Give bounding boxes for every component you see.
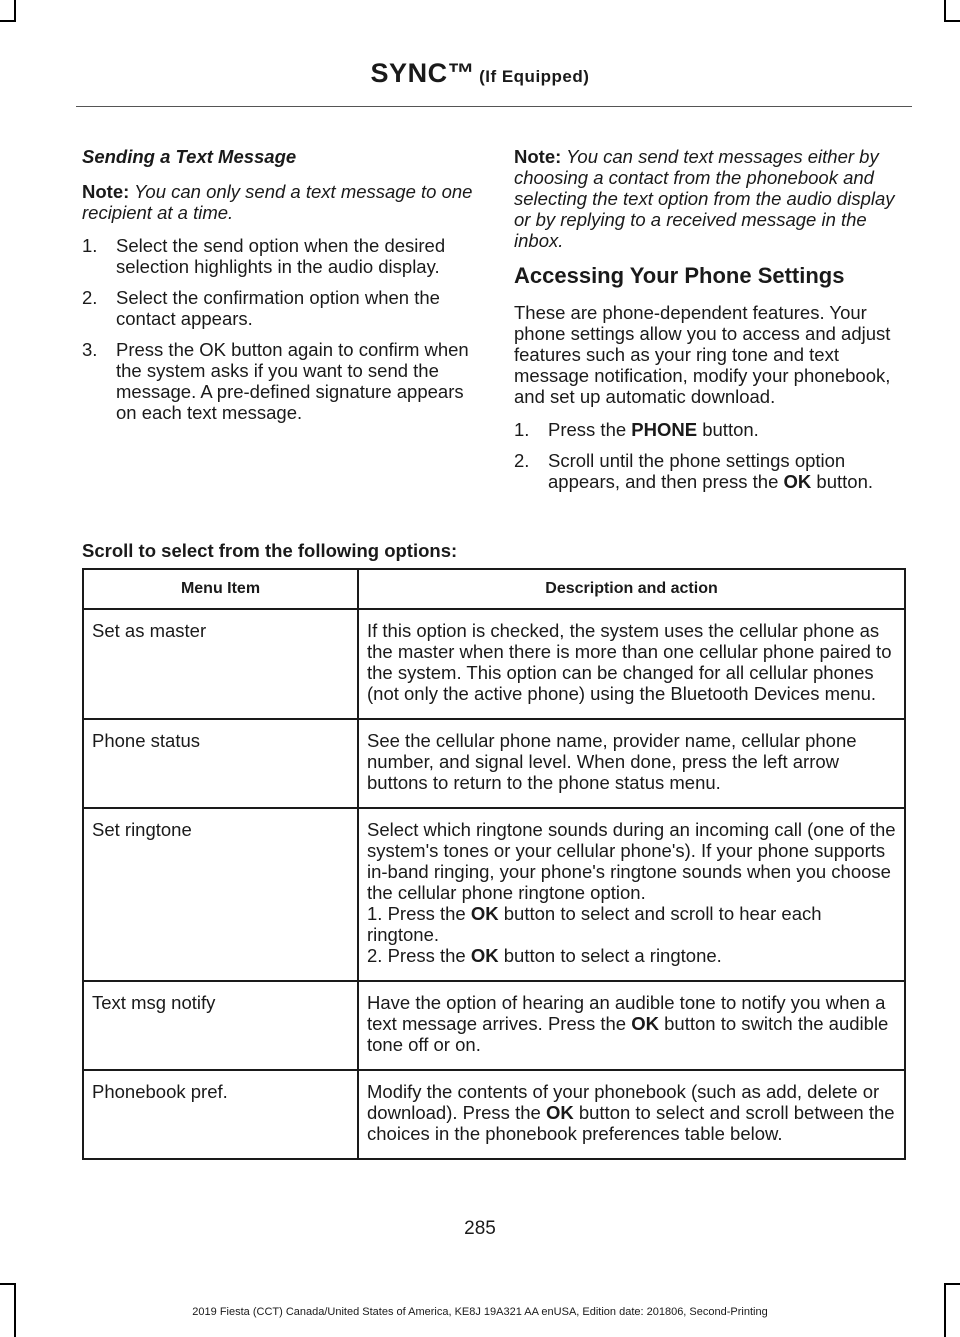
note-label: Note: bbox=[514, 146, 562, 167]
options-table bbox=[82, 568, 906, 1160]
description-cell: Have the option of hearing an audible tone to notify you when a text message arrives. Press the OK button to switch the audible tone off or on. bbox=[358, 981, 905, 1070]
table-row bbox=[83, 609, 905, 719]
list-item bbox=[82, 235, 480, 277]
note bbox=[82, 181, 480, 223]
crop-mark bbox=[944, 20, 960, 22]
header-title: SYNC™ bbox=[370, 58, 476, 88]
table-row bbox=[83, 981, 905, 1070]
paragraph: These are phone-dependent features. Your phone settings allow you to access and adjust features such as your ring tone and text message notification, modify your phonebook, and set up automatic download. bbox=[514, 302, 891, 407]
list-item bbox=[82, 339, 480, 423]
page-header bbox=[0, 58, 960, 89]
step-text: Press the PHONE button. bbox=[548, 419, 759, 440]
header-divider bbox=[76, 106, 912, 107]
table-row bbox=[83, 719, 905, 808]
menu-item-cell: Set ringtone bbox=[83, 808, 358, 981]
list-item bbox=[514, 450, 910, 492]
crop-mark bbox=[944, 0, 946, 20]
crop-mark bbox=[14, 0, 16, 20]
step-number: 2. bbox=[514, 450, 530, 471]
menu-item-cell: Text msg notify bbox=[83, 981, 358, 1070]
page-footer: 2019 Fiesta (CCT) Canada/United States of America, KE8J 19A321 AA enUSA, Edition date: 201806, Second-Printing bbox=[192, 1306, 768, 1318]
step-number: 1. bbox=[514, 419, 530, 440]
step-number: 3. bbox=[82, 339, 98, 360]
description-cell: If this option is checked, the system uses the cellular phone as the master when there is more than one cellular phone paired to the system. This option can be changed for all cellular phones (not only the active phone) using the Bluetooth Devices menu. bbox=[358, 609, 905, 719]
page-number: 285 bbox=[464, 1218, 496, 1239]
left-column bbox=[82, 146, 480, 433]
description-cell: See the cellular phone name, provider name, cellular phone number, and signal level. When done, press the left arrow buttons to return to the phone status menu. bbox=[358, 719, 905, 808]
steps-list bbox=[514, 419, 910, 492]
description-cell: Select which ringtone sounds during an incoming call (one of the system's tones or your cellular phone's). If your phone supports in-band ringing, your phone's ringtone sounds when you choose the cellular phone ringtone option. 1. Press the OK button to select and scroll to hear each ringtone. 2. Press the OK button to select a ringtone. bbox=[358, 808, 905, 981]
steps-list bbox=[82, 235, 480, 423]
note-text: You can send text messages either by choosing a contact from the phonebook and selecting the text option from the audio display or by replying to a received message in the inbox. bbox=[514, 146, 895, 251]
table-row bbox=[83, 808, 905, 981]
list-item bbox=[82, 287, 480, 329]
note bbox=[514, 146, 910, 251]
crop-mark bbox=[944, 1283, 960, 1285]
note-text: You can only send a text message to one recipient at a time. bbox=[82, 181, 473, 223]
crop-mark bbox=[0, 20, 16, 22]
menu-item-cell: Set as master bbox=[83, 609, 358, 719]
list-item bbox=[514, 419, 910, 440]
section-title: Sending a Text Message bbox=[82, 146, 297, 167]
step-text: Scroll until the phone settings option appears, and then press the OK button. bbox=[548, 450, 873, 492]
step-text: Select the send option when the desired selection highlights in the audio display. bbox=[116, 235, 446, 277]
note-label: Note: bbox=[82, 181, 130, 202]
section-heading: Accessing Your Phone Settings bbox=[514, 263, 845, 288]
step-text: Select the confirmation option when the contact appears. bbox=[116, 287, 440, 329]
column-header: Menu Item bbox=[83, 569, 358, 609]
description-cell: Modify the contents of your phonebook (such as add, delete or download). Press the OK button to select and scroll between the choices in the phonebook preferences table below. bbox=[358, 1070, 905, 1159]
menu-item-cell: Phone status bbox=[83, 719, 358, 808]
column-header: Description and action bbox=[358, 569, 905, 609]
menu-item-cell: Phonebook pref. bbox=[83, 1070, 358, 1159]
step-number: 1. bbox=[82, 235, 98, 256]
step-number: 2. bbox=[82, 287, 98, 308]
table-row bbox=[83, 1070, 905, 1159]
step-text: Press the OK button again to confirm when the system asks if you want to send the message. A pre-defined signature appears on each text message. bbox=[116, 339, 469, 423]
header-subtitle: (If Equipped) bbox=[479, 67, 590, 86]
crop-mark bbox=[0, 1283, 16, 1285]
options-heading: Scroll to select from the following options: bbox=[82, 540, 458, 561]
right-column bbox=[514, 146, 910, 502]
table-header-row bbox=[83, 569, 905, 609]
